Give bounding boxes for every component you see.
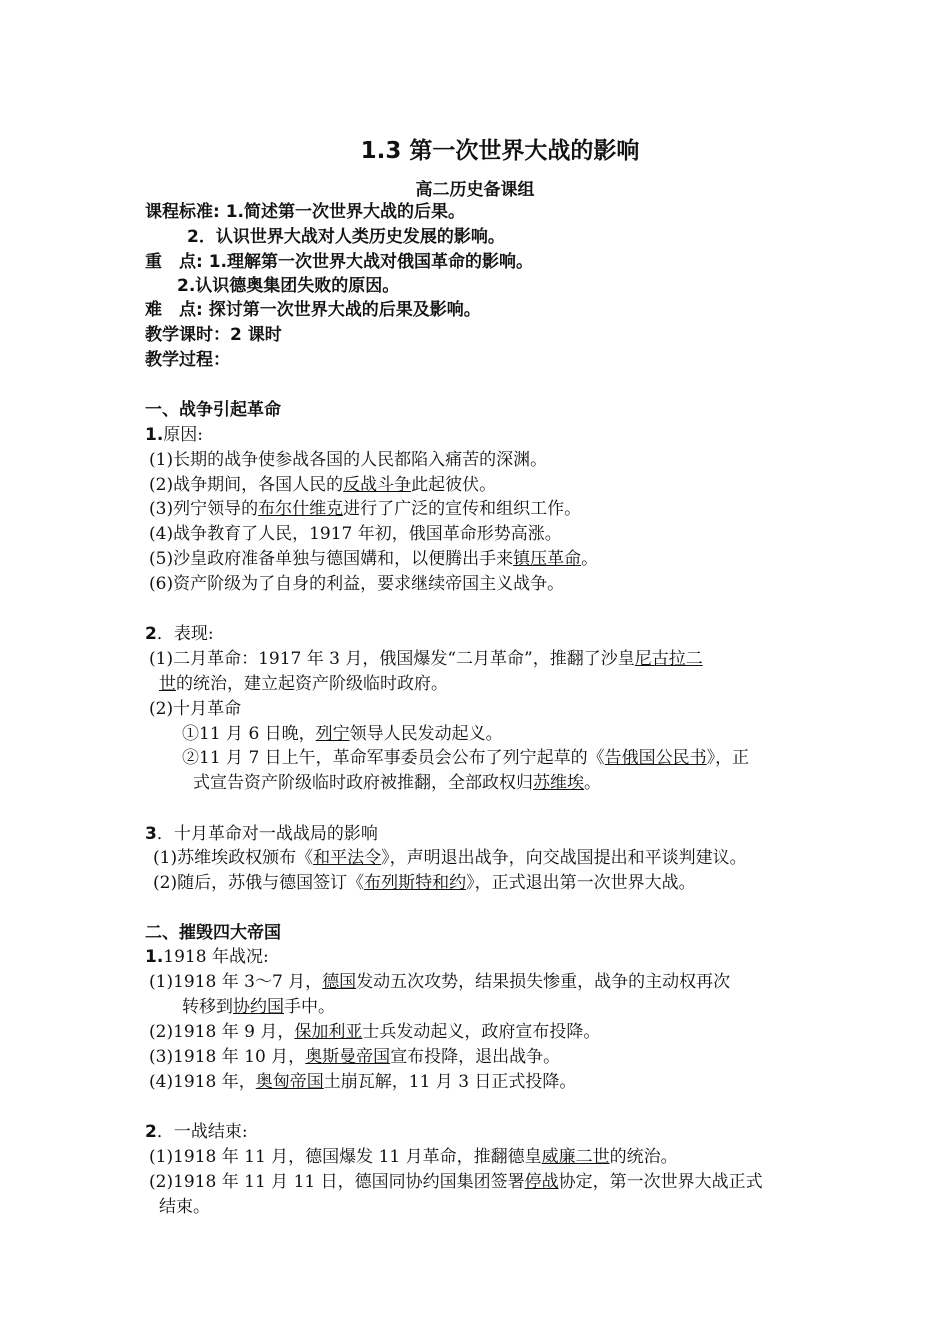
war-1-b: 发动五次攻势，结果损失惨重，战争的主动权再次 <box>356 972 731 992</box>
impact-1-a: (1)苏维埃政权颁布《 <box>153 848 314 868</box>
war-1 <box>149 970 730 994</box>
course-standard-2: 2．认识世界大战对人类历史发展的影响。 <box>187 227 505 247</box>
october-2-a: ②11 月 7 日上午，革命军事委员会公布了列宁起草的《 <box>182 748 605 768</box>
october-1-underline: 列宁 <box>315 724 350 744</box>
end-2-underline: 停战 <box>524 1172 559 1192</box>
end-label: ．一战结束: <box>156 1122 248 1142</box>
october-2 <box>182 746 749 770</box>
end-1-a: (1)1918 年 11 月，德国爆发 11 月革命，推翻德皇 <box>149 1147 542 1167</box>
october-1 <box>182 722 503 746</box>
war-3 <box>149 1045 560 1069</box>
october-2-d: 。 <box>584 773 601 793</box>
impact-2-a: (2)随后，苏俄与德国签订《 <box>153 873 365 893</box>
teaching-process: 教学过程： <box>145 350 230 370</box>
impact-heading <box>145 822 378 846</box>
war-3-b: 宣布投降，退出战争。 <box>390 1047 561 1067</box>
end-1-underline: 威廉二世 <box>541 1147 610 1167</box>
cause-3-underline: 布尔什维克 <box>258 499 344 519</box>
cause-5 <box>149 547 598 571</box>
cause-2 <box>149 473 496 497</box>
cause-4: (4)战争教育了人民，1917 年初，俄国革命形势高涨。 <box>149 524 562 544</box>
october-2-b: 》，正 <box>706 748 750 768</box>
perf-1-a: (1)二月革命：1917 年 3 月，俄国爆发“二月革命”，推翻了沙皇 <box>149 649 635 669</box>
war-4-b: 土崩瓦解，11 月 3 日正式投降。 <box>323 1072 577 1092</box>
october-1-a: ①11 月 6 日晚， <box>182 724 316 744</box>
war-2-underline: 保加利亚 <box>294 1022 363 1042</box>
war-1-underline: 德国 <box>322 972 357 992</box>
class-hours: 教学课时：2 课时 <box>145 325 282 345</box>
section1-heading: 一、战争引起革命 <box>145 400 281 420</box>
end-2-cont: 结束。 <box>159 1197 210 1217</box>
difficulty: 难 点: 探讨第一次世界大战的后果及影响。 <box>145 300 481 320</box>
perf-1-b: 的统治，建立起资产阶级临时政府。 <box>176 674 448 694</box>
end-1 <box>149 1145 678 1169</box>
perf-2: (2)十月革命 <box>149 699 242 719</box>
october-1-b: 领导人民发动起义。 <box>349 724 503 744</box>
war-2 <box>149 1020 600 1044</box>
october-2-c: 式宣告资产阶级临时政府被推翻，全部政权归 <box>193 773 533 793</box>
causes-num: 1. <box>145 425 164 445</box>
impact-2-b: 》，正式退出第一次世界大战。 <box>466 873 696 893</box>
october-2-underline-2: 苏维埃 <box>533 773 584 793</box>
war-3-a: (3)1918 年 10 月， <box>149 1047 306 1067</box>
end-2-b: 协定，第一次世界大战正式 <box>558 1172 763 1192</box>
performance-label: ．表现: <box>156 624 214 644</box>
cause-3-b: 进行了广泛的宣传和组织工作。 <box>343 499 582 519</box>
cause-5-a: (5)沙皇政府准备单独与德国媾和，以便腾出手来 <box>149 549 514 569</box>
october-2-underline: 告俄国公民书 <box>604 748 707 768</box>
war-2-a: (2)1918 年 9 月， <box>149 1022 295 1042</box>
perf-1 <box>149 647 703 671</box>
performance-num: 2 <box>145 624 157 644</box>
war-1-cont <box>182 995 335 1019</box>
situation-label: 1918 年战况: <box>163 947 269 967</box>
end-2 <box>149 1170 763 1194</box>
page-subtitle: 高二历史备课组 <box>415 180 535 200</box>
section2-heading: 二、摧毁四大帝国 <box>145 923 281 943</box>
war-1-d: 手中。 <box>284 997 335 1017</box>
cause-6: (6)资产阶级为了自身的利益，要求继续帝国主义战争。 <box>149 574 565 594</box>
end-2-a: (2)1918 年 11 月 11 日，德国同协约国集团签署 <box>149 1172 525 1192</box>
cause-1: (1)长期的战争使参战各国的人民都陷入痛苦的深渊。 <box>149 450 548 470</box>
perf-1-underline-2: 世 <box>159 674 176 694</box>
impact-1-underline: 和平法令 <box>313 848 382 868</box>
cause-5-underline: 镇压革命 <box>513 549 582 569</box>
impact-1 <box>153 846 747 870</box>
end-1-b: 的统治。 <box>609 1147 678 1167</box>
situation-heading <box>145 945 269 969</box>
key-points: 重 点: 1.理解第一次世界大战对俄国革命的影响。 <box>145 252 534 272</box>
causes-label: 原因: <box>163 425 204 445</box>
war-3-underline: 奥斯曼帝国 <box>305 1047 391 1067</box>
impact-1-b: 》，声明退出战争，向交战国提出和平谈判建议。 <box>381 848 747 868</box>
situation-num: 1. <box>145 947 164 967</box>
cause-3-a: (3)列宁领导的 <box>149 499 259 519</box>
cause-3 <box>149 497 581 521</box>
impact-num: 3 <box>145 824 157 844</box>
course-standard: 课程标准: 1.简述第一次世界大战的后果。 <box>145 202 466 222</box>
cause-2-underline: 反战斗争 <box>343 475 412 495</box>
causes-heading <box>145 423 203 447</box>
war-1-c: 转移到 <box>182 997 233 1017</box>
cause-2-b: 此起彼伏。 <box>411 475 497 495</box>
impact-2 <box>153 871 696 895</box>
end-heading <box>145 1120 248 1144</box>
page-title: 1.3 第一次世界大战的影响 <box>360 138 640 164</box>
perf-1-underline: 尼古拉二 <box>634 649 703 669</box>
war-4 <box>149 1070 576 1094</box>
perf-1-cont <box>159 672 448 696</box>
cause-2-a: (2)战争期间，各国人民的 <box>149 475 344 495</box>
war-4-underline: 奥匈帝国 <box>255 1072 324 1092</box>
war-1-underline-2: 协约国 <box>233 997 284 1017</box>
key-points-2: 2.认识德奥集团失败的原因。 <box>177 276 400 296</box>
impact-label: ．十月革命对一战战局的影响 <box>156 824 378 844</box>
end-num: 2 <box>145 1122 157 1142</box>
war-4-a: (4)1918 年， <box>149 1072 256 1092</box>
war-2-b: 士兵发动起义，政府宣布投降。 <box>362 1022 601 1042</box>
impact-2-underline: 布列斯特和约 <box>364 873 467 893</box>
performance-heading <box>145 622 214 646</box>
cause-5-b: 。 <box>581 549 599 569</box>
october-2-cont <box>193 771 601 795</box>
war-1-a: (1)1918 年 3～7 月， <box>149 972 323 992</box>
